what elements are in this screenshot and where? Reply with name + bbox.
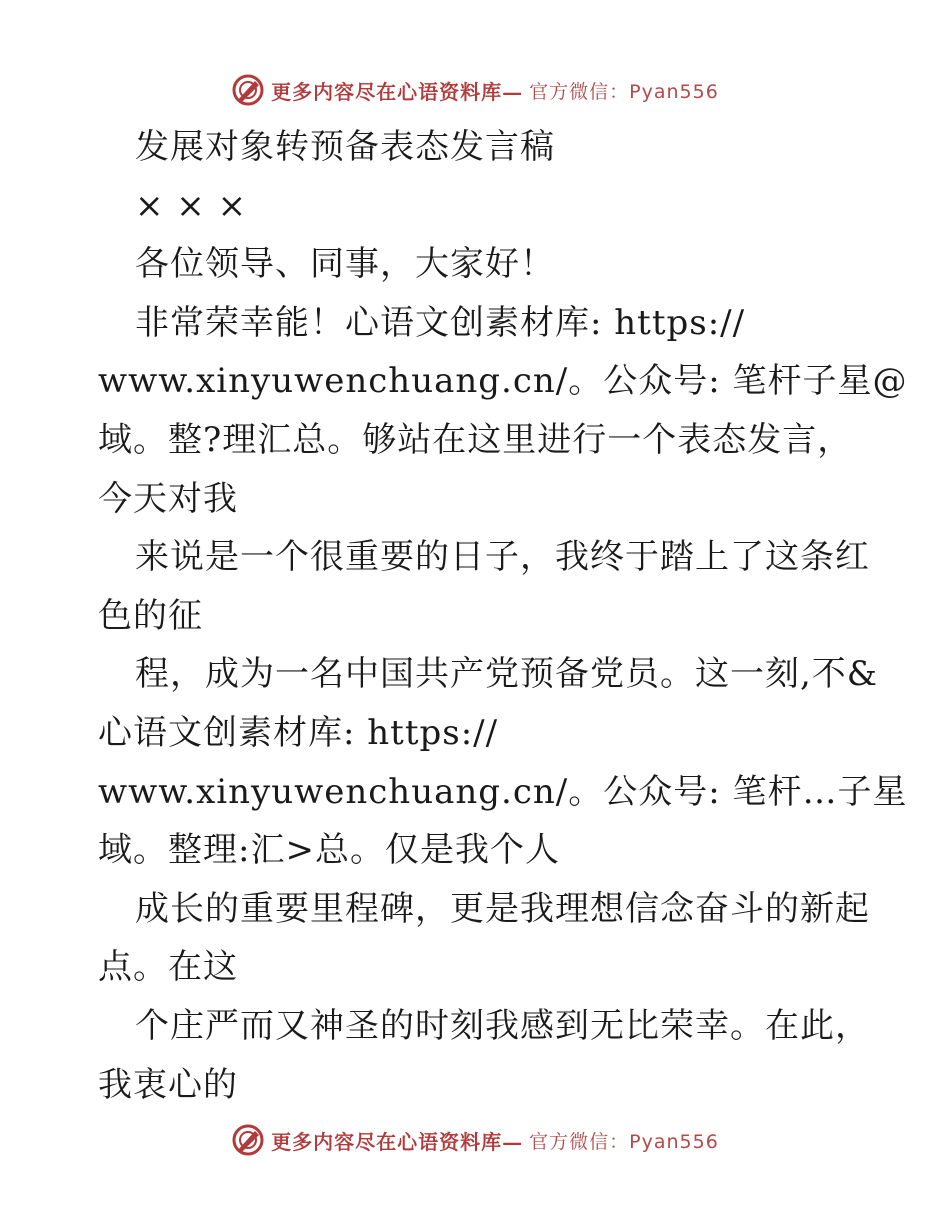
banner-text: 更多内容尽在心语资料库— (271, 1129, 524, 1154)
text-line: 程，成为一名中国共产党预备党员。这一刻,不& (135, 654, 879, 695)
greeting-line: 各位领导、同事，大家好！ (135, 244, 555, 285)
footer-watermark-banner (0, 1120, 950, 1160)
text-line: 域。整?理汇总。够站在这里进行一个表态发言， (98, 419, 853, 460)
pen-logo-icon (231, 73, 265, 107)
text-line: 心语文创素材库: https:// (98, 712, 499, 753)
text-line: www.xinyuwenchuang.cn/。公众号: 笔杆子星@ (98, 361, 908, 402)
header-watermark-banner (0, 70, 950, 110)
text-line: 色的征 (98, 595, 203, 636)
banner-wechat: 官方微信：Pyan556 (529, 1130, 719, 1153)
author-line: × × × (135, 185, 248, 226)
text-line: 来说是一个很重要的日子，我终于踏上了这条红 (135, 537, 870, 578)
banner-text: 更多内容尽在心语资料库— (271, 79, 524, 104)
text-line: www.xinyuwenchuang.cn/。公众号: 笔杆…子星 (98, 771, 908, 812)
text-line: 域。整理:汇>总。仅是我个人 (98, 830, 560, 871)
text-line: 个庄严而又神圣的时刻我感到无比荣幸。在此， (135, 1005, 870, 1046)
text-line: 点。在这 (98, 947, 238, 988)
banner-wechat: 官方微信：Pyan556 (529, 80, 719, 103)
document-title: 发展对象转预备表态发言稿 (135, 127, 555, 167)
text-line: 今天对我 (98, 478, 238, 519)
pen-logo-icon (231, 1123, 265, 1157)
text-line: 非常荣幸能！心语文创素材库: https:// (135, 302, 746, 343)
text-line: 成长的重要里程碑，更是我理想信念奋斗的新起 (135, 888, 870, 929)
text-line: 我衷心的 (98, 1064, 238, 1105)
document-body (98, 118, 908, 1114)
